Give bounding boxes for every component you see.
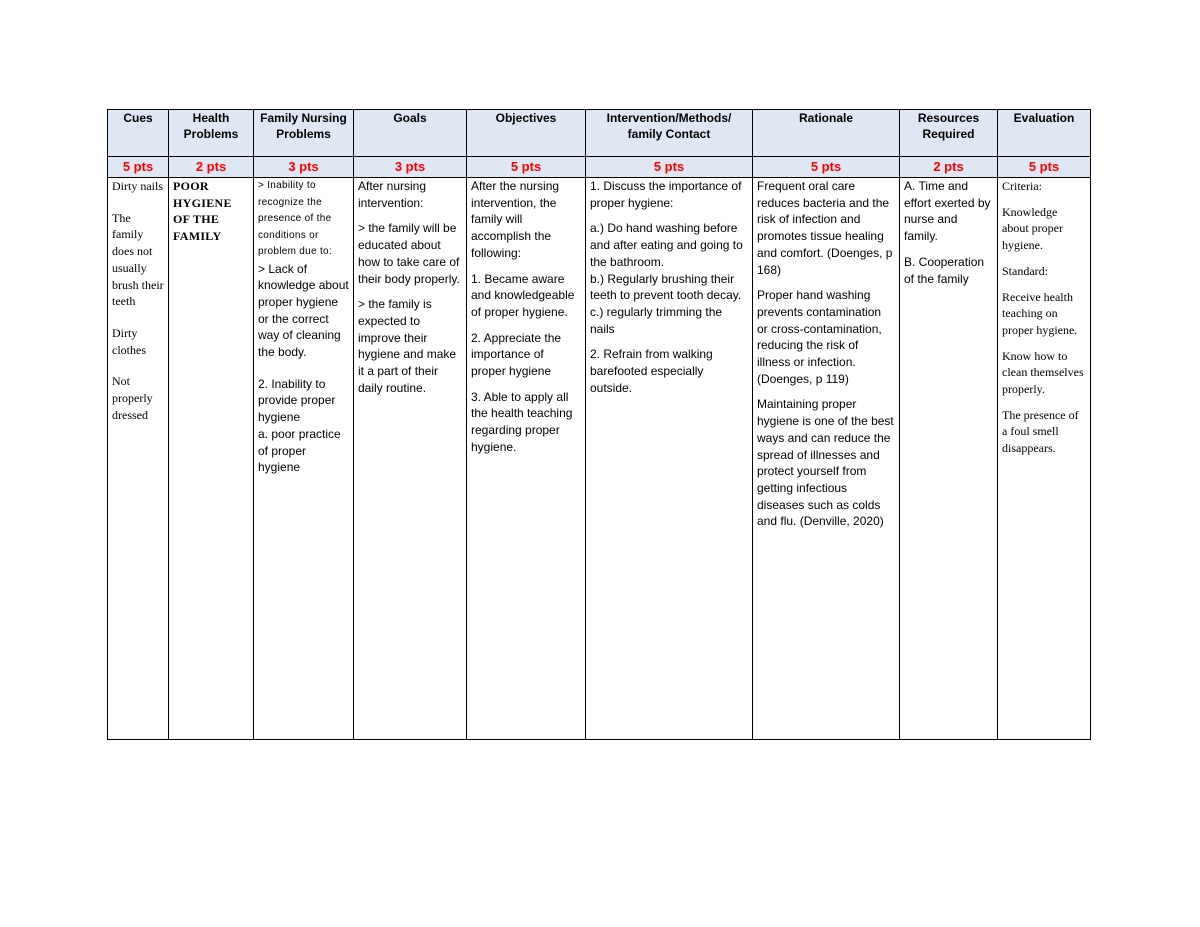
points-objectives: 5 pts bbox=[467, 157, 586, 178]
cues-cell bbox=[108, 178, 169, 740]
points-family-nursing-problems: 3 pts bbox=[254, 157, 354, 178]
points-cues: 5 pts bbox=[108, 157, 169, 178]
fnp-inability: 2. Inability to provide proper hygiene bbox=[258, 376, 336, 425]
intervention-item: c.) regularly trimming the nails bbox=[590, 304, 723, 336]
header-objectives: Objectives bbox=[467, 110, 586, 157]
evaluation-item: Standard: bbox=[1002, 263, 1048, 278]
objectives-cell bbox=[467, 178, 586, 740]
objective-item: 3. Able to apply all the health teaching regarding proper hygiene. bbox=[471, 389, 573, 454]
points-row bbox=[108, 157, 1091, 178]
cue-item: The family does not usually brush their teeth bbox=[112, 210, 164, 309]
goal-item: After nursing intervention: bbox=[358, 179, 427, 210]
rationale-item: Maintaining proper hygiene is one of the best ways and can reduce the spread of illnesses and protect yourself from getting infectious diseases such as colds and flu. (Denville, 2020) bbox=[757, 397, 894, 529]
header-resources: Resources Required bbox=[900, 110, 998, 157]
evaluation-item: Receive health teaching on proper hygiene. bbox=[1002, 289, 1078, 337]
intervention-cell bbox=[586, 178, 753, 740]
resource-item: A. Time and effort exerted by nurse and family. bbox=[904, 179, 991, 244]
evaluation-item: Criteria: bbox=[1002, 179, 1042, 193]
header-goals: Goals bbox=[354, 110, 467, 157]
rationale-cell bbox=[753, 178, 900, 740]
cue-item: Dirty nails bbox=[112, 179, 163, 193]
header-row bbox=[108, 110, 1091, 157]
evaluation-item: Know how to clean themselves properly. bbox=[1002, 348, 1084, 397]
goal-item: > the family will be educated about how to take care of their body properly. bbox=[358, 221, 460, 286]
points-goals: 3 pts bbox=[354, 157, 467, 178]
content-row bbox=[108, 178, 1091, 740]
header-family-nursing-problems: Family Nursing Problems bbox=[254, 110, 354, 157]
goals-cell bbox=[354, 178, 467, 740]
evaluation-item: The presence of a foul smell disappears. bbox=[1002, 407, 1079, 456]
points-intervention: 5 pts bbox=[586, 157, 753, 178]
cue-item: Dirty clothes bbox=[112, 325, 146, 357]
intervention-item: 2. Refrain from walking barefooted especially outside. bbox=[590, 347, 713, 395]
health-problem-cell bbox=[169, 178, 254, 740]
points-resources: 2 pts bbox=[900, 157, 998, 178]
points-evaluation: 5 pts bbox=[998, 157, 1091, 178]
rationale-item: Frequent oral care reduces bacteria and the risk of infection and promotes tissue healing and comfort. (Doenges, p 168) bbox=[757, 179, 893, 277]
header-cues: Cues bbox=[108, 110, 169, 157]
goal-item: > the family is expected to improve their hygiene and make it a part of their daily routine. bbox=[358, 297, 457, 395]
family-nursing-problems-cell bbox=[254, 178, 354, 740]
objective-item: 2. Appreciate the importance of proper hygiene bbox=[471, 330, 562, 379]
intervention-item: b.) Regularly brushing their teeth to prevent tooth decay. bbox=[590, 271, 742, 303]
resources-cell bbox=[900, 178, 998, 740]
header-evaluation: Evaluation bbox=[998, 110, 1091, 157]
objective-item: 1. Became aware and knowledgeable of proper hygiene. bbox=[471, 271, 575, 319]
evaluation-item: Knowledge about proper hygiene. bbox=[1002, 204, 1063, 253]
intervention-item: a.) Do hand washing before and after eating and going to the bathroom. bbox=[590, 221, 743, 269]
health-problem-text: POOR HYGIENE OF THE FAMILY bbox=[173, 179, 232, 244]
points-rationale: 5 pts bbox=[753, 157, 900, 178]
header-rationale: Rationale bbox=[753, 110, 900, 157]
cue-item: Not properly dressed bbox=[112, 374, 153, 422]
evaluation-cell bbox=[998, 178, 1091, 740]
header-intervention: Intervention/Methods/ family Contact bbox=[586, 110, 753, 157]
resource-item: B. Cooperation of the family bbox=[904, 254, 985, 286]
rationale-item: Proper hand washing prevents contamination or cross-contamination, reducing the risk of illness or infection. (Doenges, p 119) bbox=[757, 288, 882, 386]
fnp-intro: > Inability to recognize the presence of the conditions or problem due to: bbox=[258, 180, 332, 257]
fnp-poor-practice: a. poor practice of proper hygiene bbox=[258, 426, 341, 475]
fnp-lack-of-knowledge: > Lack of knowledge about proper hygiene or the correct way of cleaning the body. bbox=[258, 261, 349, 360]
header-health-problems: Health Problems bbox=[169, 110, 254, 157]
family-nursing-care-plan-table bbox=[107, 109, 1091, 740]
objective-item: After the nursing intervention, the family will accomplish the following: bbox=[471, 179, 560, 260]
intervention-item: 1. Discuss the importance of proper hygiene: bbox=[590, 179, 742, 210]
points-health-problems: 2 pts bbox=[169, 157, 254, 178]
